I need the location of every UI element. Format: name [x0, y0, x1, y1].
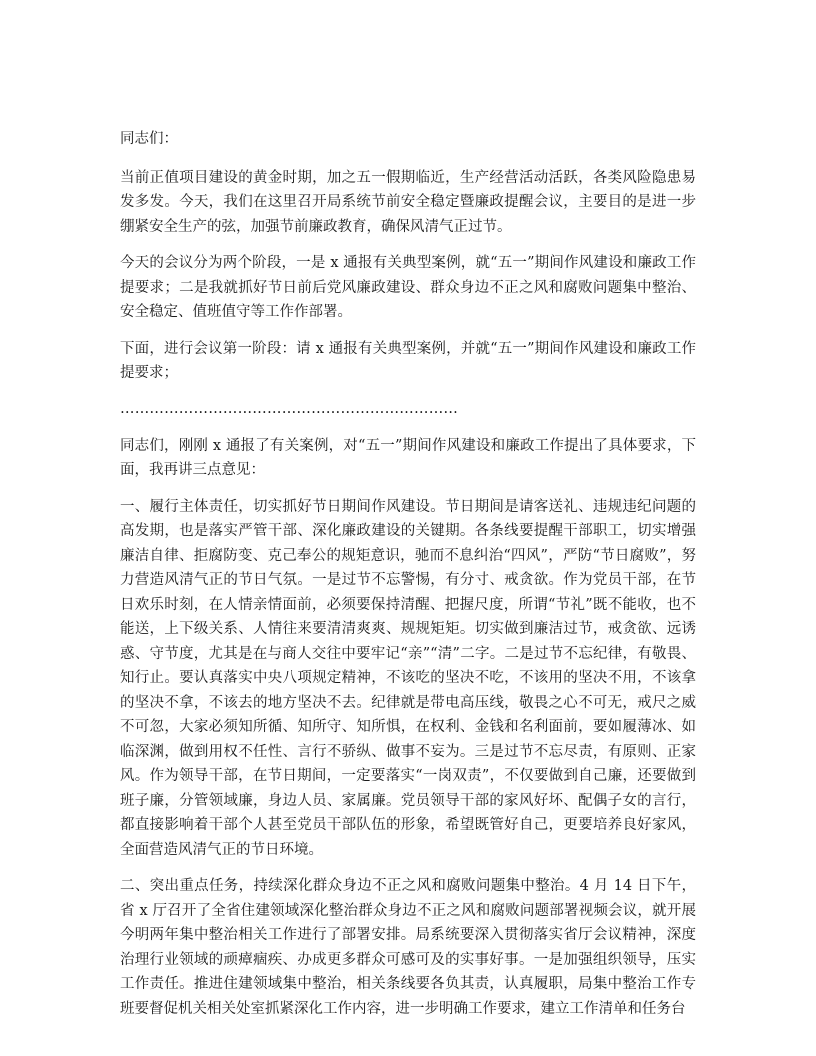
- paragraph-intro: 当前正值项目建设的黄金时期，加之五一假期临近，生产经营活动活跃，各类风险隐患易发多发。今天，我们在这里召开局系统节前安全稳定暨廉政提醒会议，主要目的是进一步绷紧安全生产的弦，加强节前廉政教育，确保风清气正过节。: [120, 169, 696, 235]
- paragraph-agenda: 今天的会议分为两个阶段，一是 x 通报有关典型案例，就“五一”期间作风建设和廉政工作提要求；二是我就抓好节日前后党风廉政建设、群众身边不正之风和腐败问题集中整治、安全稳定、值班值守等工作作部署。: [120, 255, 696, 320]
- paragraph-point-one: 一、履行主体责任，切实抓好节日期间作风建设。节日期间是请客送礼、违规违纪问题的高发期，也是落实严管干部、深化廉政建设的关键期。各条线要提醒干部职工，切实增强廉洁自律、拒腐防变、克己奉公的规矩意识，驰而不息纠治“四风”，严防“节日腐败”，努力营造风清气正的节日气氛。一是过节不忘警惕，有分寸、戒贪欲。作为党员干部，在节日欢乐时刻，在人情亲情面前，必须要保持清醒、把握尺度，所谓“节礼”既不能收，也不能送，上下级关系、人情往来要清清爽爽、规规矩矩。切实做到廉洁过节，戒贪欲、远诱惑、守节度，尤其是在与商人交往中要牢记“亲”“清”二字。二是过节不忘纪律，有敬畏、知行止。要认真落实中央八项规定精神，不该吃的坚决不吃，不该用的坚决不用，不该拿的坚决不拿，不该去的地方坚决不去。纪律就是带电高压线，敬畏之心不可无，戒尺之威不可忽，大家必须知所循、知所守、知所惧，在权利、金钱和名利面前，要如履薄冰、如临深渊，做到用权不任性、言行不骄纵、做事不妄为。三是过节不忘尽责，有原则、正家风。作为领导干部，在节日期间，一定要落实“一岗双责”，不仅要做到自己廉，还要做到班子廉，分管领域廉，身边人员、家属廉。党员领导干部的家风好坏、配偶子女的言行，都直接影响着干部个人甚至党员干部队伍的形象，希望既管好自己，更要培养良好家风，全面营造风清气正的节日环境。: [120, 498, 696, 858]
- greeting: 同志们：: [120, 131, 178, 147]
- separator-dots: ……………………………………………………………: [120, 400, 459, 417]
- paragraph-stage-one: 下面，进行会议第一阶段：请 x 通报有关典型案例，并就“五一”期间作风建设和廉政工作提要求；: [120, 340, 696, 381]
- paragraph-transition: 同志们，刚刚 x 通报了有关案例，对“五一”期间作风建设和廉政工作提出了具体要求，下面，我再讲三点意见：: [120, 437, 696, 478]
- paragraph-point-two: 二、突出重点任务，持续深化群众身边不正之风和腐败问题集中整治。4 月 14 日下午，省 x 厅召开了全省住建领域深化整治群众身边不正之风和腐败问题部署视频会议，就开展今明两年集中整治相关工作进行了部署安排。局系统要深入贯彻落实省厅会议精神，深度治理行业领域的顽瘴痼疾、办成更多群众可感可及的实事好事。一是加强组织领导，压实工作责任。推进住建领域集中整治，相关条线要各负其责，认真履职，局集中整治工作专班要督促机关相关处室抓紧深化工作内容，进一步明确工作要求，建立工作清单和任务台: [120, 878, 696, 1017]
